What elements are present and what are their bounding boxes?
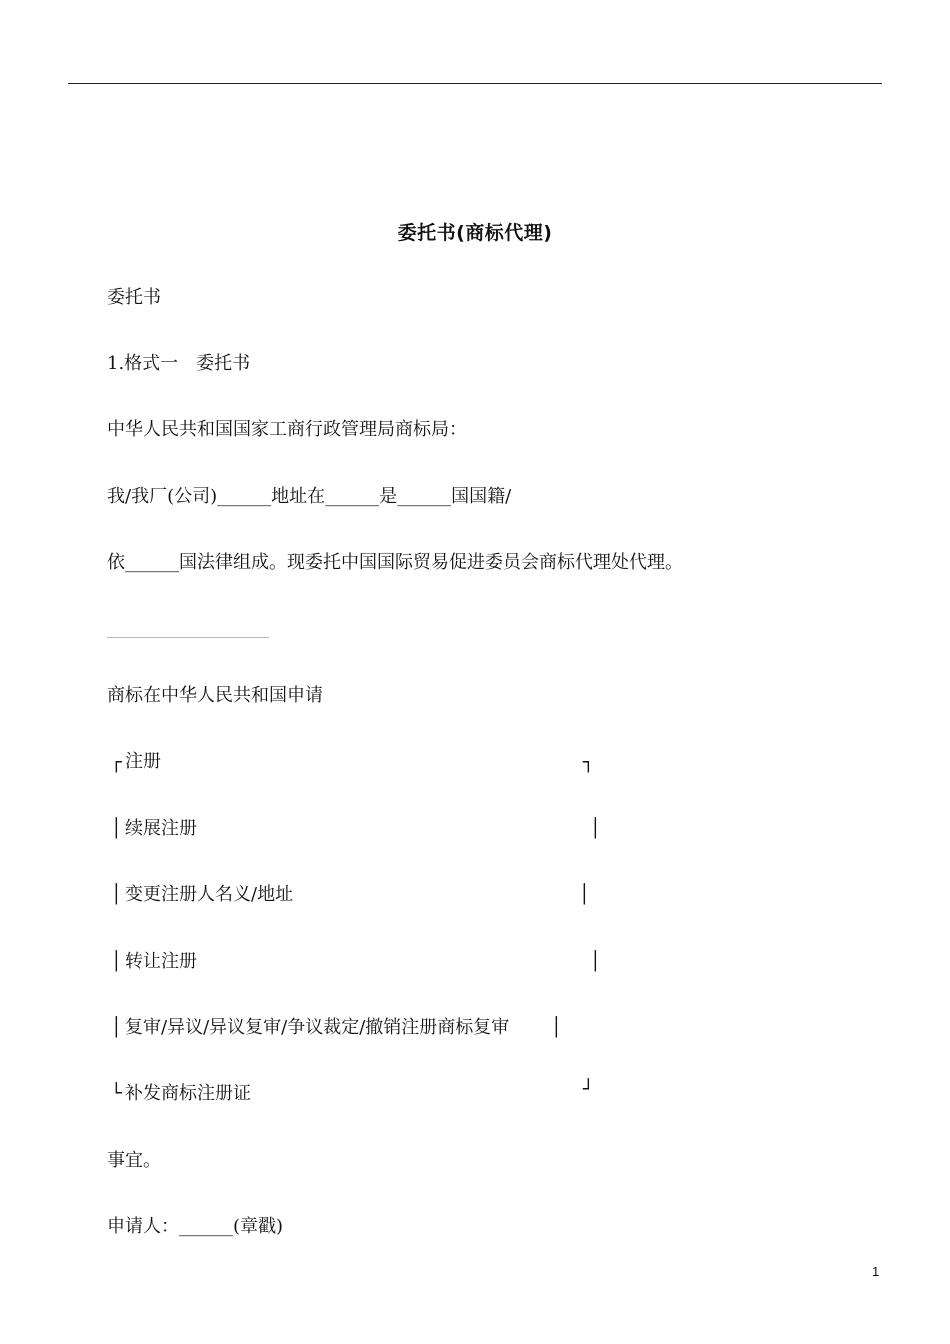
addressee-line: 中华人民共和国国家工商行政管理局商标局： — [107, 419, 467, 440]
bracket-right: │ — [551, 1017, 562, 1038]
company-line: 我/我厂(公司)______地址在______是______国国籍/ — [107, 486, 512, 507]
bracket-left: │ — [111, 818, 122, 839]
document-title: 委托书(商标代理) — [397, 222, 553, 244]
option-item: 变更注册人名义/地址 — [125, 884, 294, 905]
option-item: 转让注册 — [125, 951, 197, 972]
option-item: 补发商标注册证 — [125, 1083, 251, 1104]
bracket-right: │ — [579, 884, 590, 905]
bracket-bottom-left: └ — [111, 1083, 122, 1104]
blank-underline — [107, 637, 269, 638]
apply-line: 商标在中华人民共和国申请 — [107, 685, 323, 706]
bracket-right: │ — [590, 818, 601, 839]
bracket-bottom-right: ┘ — [583, 1079, 594, 1100]
heading-text: 委托书 — [107, 287, 161, 308]
header-rule — [68, 83, 882, 84]
bracket-left: │ — [111, 1017, 122, 1038]
closing-line: 事宜。 — [107, 1150, 161, 1171]
format-line: 1.格式一 委托书 — [107, 353, 251, 374]
bracket-top-left: ┌ — [111, 752, 122, 773]
bracket-left: │ — [111, 884, 122, 905]
law-line: 依______国法律组成。现委托中国国际贸易促进委员会商标代理处代理。 — [107, 552, 683, 573]
option-item: 复审/异议/异议复审/争议裁定/撤销注册商标复审 — [125, 1017, 510, 1038]
bracket-right: │ — [590, 951, 601, 972]
option-item: 续展注册 — [125, 818, 197, 839]
applicant-line: 申请人：______(章戳) — [107, 1216, 284, 1237]
bracket-top-right: ┐ — [583, 752, 594, 773]
bracket-left: │ — [111, 951, 122, 972]
page-number: 1 — [872, 1264, 880, 1279]
option-item: 注册 — [125, 751, 161, 772]
